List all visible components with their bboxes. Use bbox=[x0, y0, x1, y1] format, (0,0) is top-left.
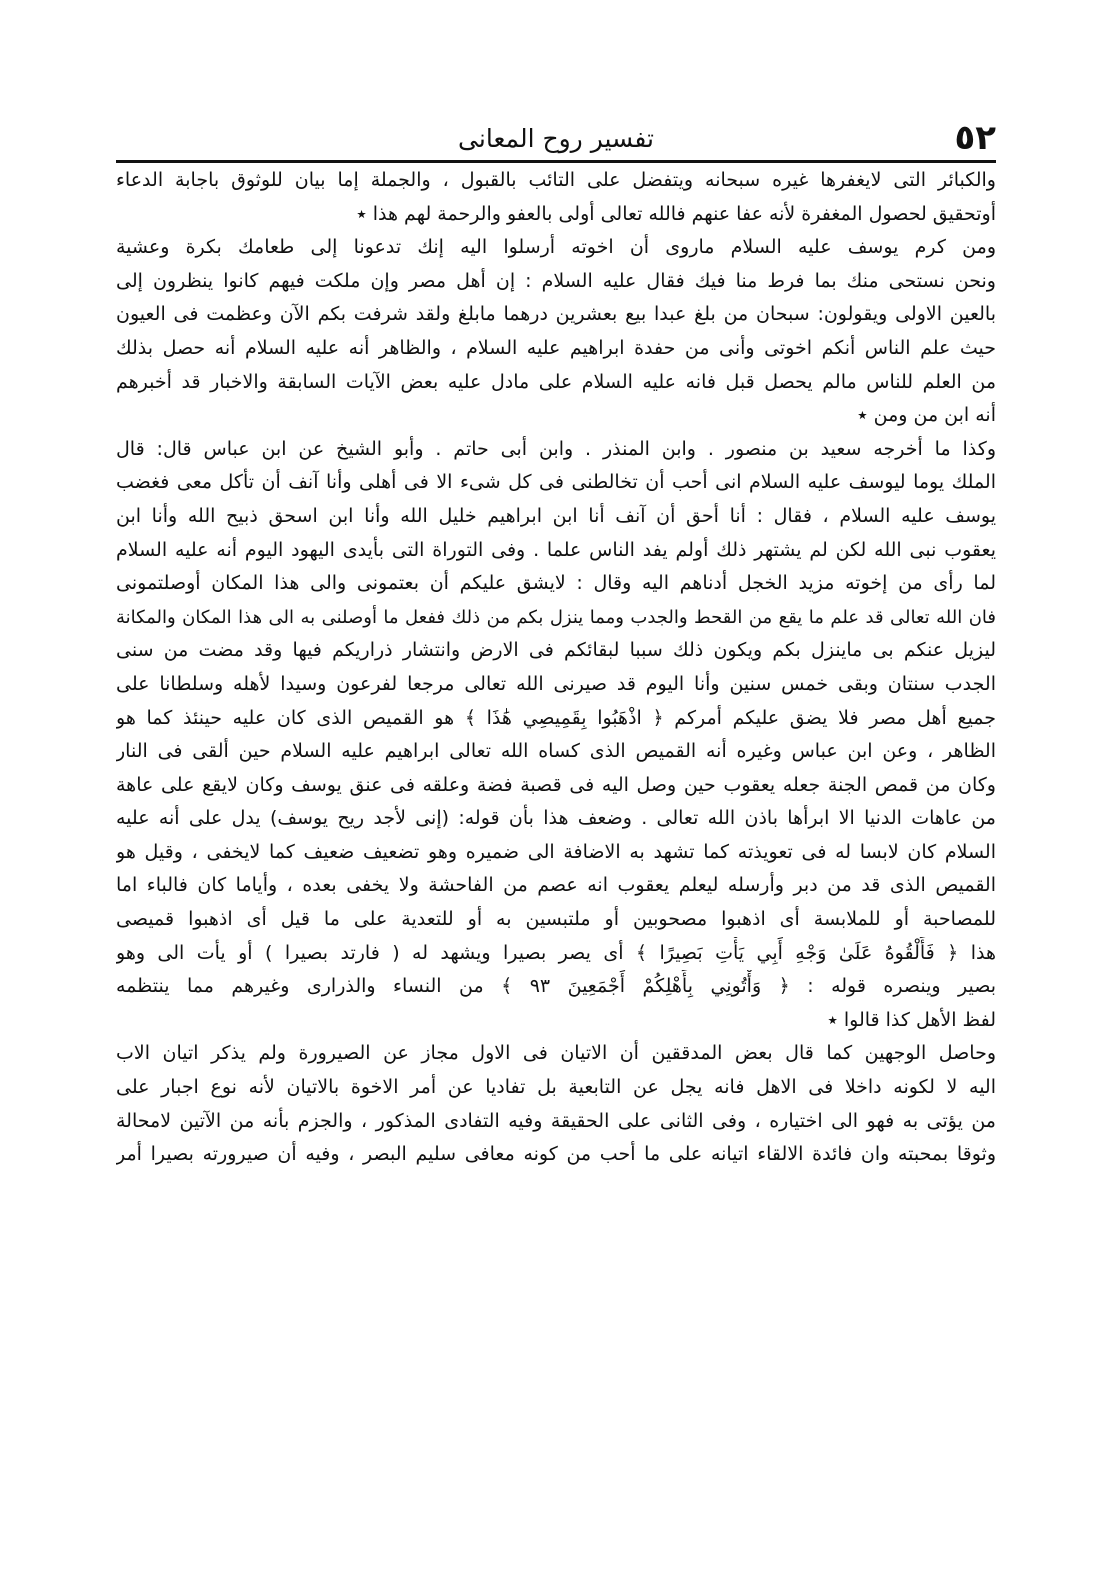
text-line: حيث علم الناس أنكم اخوتى وأنى من حفدة ابراهيم عليه السلام ، والظاهر أنه عليه السلام أنه حصل بذلك bbox=[116, 336, 996, 359]
text-line: والكبائر التى لايغفرها غيره سبحانه ويتفضل على التائب بالقبول ، والجملة إما بيان للوثوق باجابة الدعاء bbox=[116, 169, 996, 191]
text-line: من عاهات الدنيا الا ابرأها باذن الله تعالى . وضعف هذا بأن قوله: (إنى لأجد ريح يوسف) يدل على أنه عليه bbox=[116, 807, 996, 830]
text-line: ليزيل عنكم بى ماينزل بكم ويكون ذلك سببا لبقائكم فى الارض وانتشار ذراريكم فيها وقد مضت من سنى bbox=[116, 639, 996, 662]
text-line: يوسف عليه السلام ، فقال : أنا أحق أن آنف أنا ابن ابراهيم خليل الله وأنا ابن اسحق ذبيح الله وأنا ابن bbox=[116, 504, 996, 527]
text-line: هذا ﴿ فَأَلْقُوهُ عَلَىٰ وَجْهِ أَبِي يَأْتِ بَصِيرًا ﴾ أى يصر بصيرا ويشهد له ( فارتد بصيرا ) أو يأت الى وهو bbox=[116, 941, 996, 964]
text-line: اليه لا لكونه داخلا فى الاهل فانه يجل عن التابعية بل تفاديا عن أمر الاخوة بالاتيان لأنه نوع اجبار على bbox=[116, 1076, 996, 1099]
text-line: أنه ابن من ومن ٭ bbox=[857, 404, 996, 427]
text-line: وكذا ما أخرجه سعيد بن منصور . وابن المنذر . وابن أبى حاتم . وأبو الشيخ عن ابن عباس قال: قال bbox=[116, 437, 996, 460]
text-line: القميص الذى قد من دبر وأرسله ليعلم يعقوب انه عصم من الفاحشة ولا يخفى بعده ، وأياما كان فالباء اما bbox=[116, 874, 996, 897]
body-text bbox=[116, 164, 996, 1172]
text-line: فان الله تعالى قد علم ما يقع من القحط والجدب ومما ينزل بكم من ذلك ففعل ما أوصلنى به الى هذا المكان والمكانة bbox=[116, 606, 996, 628]
text-line: ومن كرم يوسف عليه السلام ماروى أن اخوته أرسلوا اليه إنك تدعونا إلى طعامك بكرة وعشية bbox=[116, 236, 996, 259]
text-line: لما رأى من إخوته مزيد الخجل أدناهم اليه وقال : لايشق عليكم أن بعتمونى والى هذا المكان أوصلتمونى bbox=[116, 572, 996, 595]
text-line: الجدب سنتان وبقى خمس سنين وأنا اليوم قد صيرنى الله تعالى مرجعا لفرعون وسيدا لأهله وسلطانا على bbox=[116, 672, 996, 695]
text-line: بالعين الاولى ويقولون: سبحان من بلغ عبدا بيع بعشرين درهما مابلغ ولقد شرفت بكم الآن وعظمت فى العيون bbox=[116, 303, 996, 326]
text-line: من يؤتى به فهو الى اختياره ، وفى الثانى على الحقيقة وفيه التفادى المذكور ، والجزم بأنه من الآتين لامحالة bbox=[116, 1109, 996, 1132]
running-title: تفسير روح المعانى bbox=[458, 124, 654, 153]
text-line: الظاهر ، وعن ابن عباس وغيره أنه القميص الذى كساه الله تعالى ابراهيم عليه السلام حين ألقى فى النار bbox=[116, 740, 996, 763]
page-number: ٥٢ bbox=[954, 118, 996, 158]
text-line: يعقوب نبى الله لكن لم يشتهر ذلك أولم يفد الناس علما . وفى التوراة التى بأيدى اليهود اليوم أنه عليه السلام bbox=[116, 538, 996, 561]
text-line: أوتحقيق لحصول المغفرة لأنه عفا عنهم فالله تعالى أولى بالعفو والرحمة لهم هذا ٭ bbox=[356, 202, 996, 225]
text-line: جميع أهل مصر فلا يضق عليكم أمركم ﴿ اذْهَبُوا بِقَمِيصِي هَٰذَا ﴾ هو القميص الذى كان عليه حينئذ كما هو bbox=[116, 706, 996, 729]
text-line: من العلم للناس مالم يحصل قبل فانه عليه السلام على مادل عليه بعض الآيات السابقة والاخبار قد أخبرهم bbox=[116, 370, 996, 393]
text-line: لفظ الأهل كذا قالوا ٭ bbox=[827, 1008, 996, 1031]
header-rule bbox=[116, 160, 996, 163]
text-line: وثوقا بمحبته وان فائدة الالقاء اتيانه على ما أحب من كونه معافى سليم البصر ، وفيه أن صيرورته بصيرا أمر bbox=[116, 1143, 996, 1166]
text-line: ونحن نستحى منك بما فرط منا فيك فقال عليه السلام : إن أهل مصر وإن ملكت فيهم كانوا ينظرون إلى bbox=[116, 269, 996, 292]
text-line: السلام كان لابسا له فى تعويذته كما تشهد به الاضافة الى ضميره وهو تضعيف ضعيف كما لايخفى ، وقيل هو bbox=[116, 840, 996, 863]
text-line: بصير وينصره قوله : ﴿ وَأْتُونِي بِأَهْلِكُمْ أَجْمَعِينَ ٩٣ ﴾ من النساء والذرارى وغيرهم مما ينتظمه bbox=[116, 975, 996, 998]
page-header bbox=[116, 118, 996, 158]
text-line: للمصاحبة أو للملابسة أى اذهبوا مصحوبين أو ملتبسين به أو للتعدية على ما قيل أى اذهبوا قميصى bbox=[116, 908, 996, 931]
text-line: الملك يوما ليوسف عليه السلام انى أحب أن تخالطنى فى كل شىء الا فى أهلى وأنا آنف أن تأكل معى فغضب bbox=[116, 471, 996, 494]
text-line: وحاصل الوجهين كما قال بعض المدققين أن الاتيان فى الاول مجاز عن الصيرورة ولم يذكر اتيان الاب bbox=[116, 1042, 996, 1065]
text-line: وكان من قمص الجنة جعله يعقوب حين وصل اليه فى قصبة فضة وعلقه فى عنق يوسف وكان لايقع على عاهة bbox=[116, 773, 996, 796]
